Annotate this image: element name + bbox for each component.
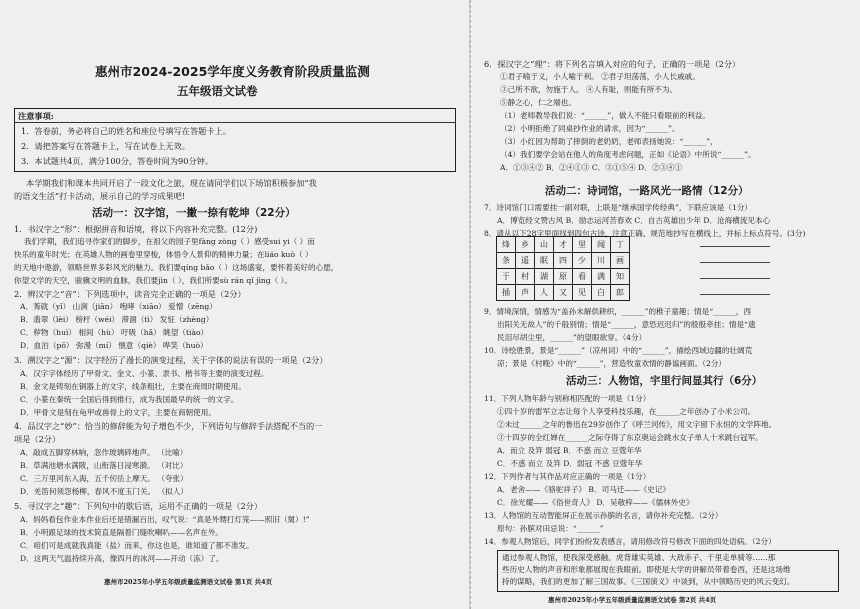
question-line: 10．诗绘胜景，景是“______”（凉州词）中的“______”，描绘西域边疆的壮阔荒: [484, 346, 753, 355]
character-grid: [496, 236, 630, 301]
option-line: C．不惑 而立 及笄 D．弱冠 不惑 豆蔻年华: [497, 459, 643, 468]
question-line: 原句：孙膑对田忌说：“______”: [497, 524, 604, 533]
option-line: D．血泊（pō） 弥漫（mí） 惬意（qiè） 哗笑（huò）: [20, 341, 208, 350]
box-line: 些历史人物的声音和形象都展现在我眼前。即使是大学的讲解员带着卷西，还是这场维: [502, 565, 791, 574]
grid-cell: 湖: [535, 269, 554, 285]
page-footer: 惠州市2025年小学五年级质量监测语文试卷 第1页 共4页: [104, 578, 273, 586]
answer-line: [700, 246, 770, 247]
grid-cell: 郎: [611, 285, 630, 301]
paragraph-box: [497, 550, 839, 592]
option-line: A．老舍——《骆驼祥子》 B．司马迁——《史记》: [497, 485, 670, 494]
grid-cell: 人: [535, 285, 554, 301]
question-line: 2．辨汉字之“音”：下列选项中，读音完全正确的一项是（2分）: [14, 289, 246, 299]
option-line: C．三万里河东入海，五千仞岳上摩天。 （夸张）: [20, 474, 188, 483]
box-line: 通过参观人物馆，使我深受感触。虎背雄实英雄、大敌赤子、千里走单骑等……那: [502, 553, 776, 562]
question-line: 7．诗词馆门口需要挂一副对联，上联是“继承国学传经典”，下联应该是（1分）: [484, 203, 753, 212]
grid-cell: 知: [611, 269, 630, 285]
activity-heading-3: 活动三：人物馆，宇里行间显其行（6分）: [566, 375, 763, 387]
question-line: 13．人物馆的互动智能屏正在展示孙膑的名言，请你补充完整。（2分）: [484, 511, 723, 520]
grid-cell: 满: [592, 269, 611, 285]
option-line: B．草满池塘水满陂，山衔落日浸寒漪。 （对比）: [20, 461, 188, 470]
grid-cell: 闻: [592, 237, 611, 253]
answer-line: [700, 278, 770, 279]
notice-item: 2．请把答案写在答题卡上，写在试卷上无效。: [21, 141, 190, 151]
blank-line: （1）老师教导我们说：“______”，做人不能只看眼前的利益。: [500, 111, 711, 120]
answer-line: [700, 262, 770, 263]
grid-cell: 丁: [611, 237, 630, 253]
question-line: ③十四岁的全红婵在______之际夺得了东京奥运会跳水女子单人十米跳台冠军。: [497, 433, 763, 442]
option-line: A．博览经文赞古风 B．励志运河苦春欢 C．自古英雄出少年 D．沧海横流见本心: [497, 216, 771, 225]
page-footer: 惠州市2025年小学五年级质量监测语文试卷 第2页 共4页: [548, 596, 717, 604]
option-line: B．小明跟足球的技术简直是隔着门缝吹喇叭——名声在外。: [20, 528, 224, 537]
question-line: 6．探汉字之“理”：将下列名言填入对应的句子，正确的一项是（2分）: [484, 59, 741, 69]
grid-cell: 于: [497, 269, 516, 285]
option-line: A．汉字字体经历了甲骨文、金文、小篆、隶书、楷书等主要的演变过程。: [20, 369, 269, 378]
quote-line: ①君子喻于义，小人喻于利。 ②君子坦荡荡，小人长戚戚。: [500, 72, 700, 81]
question-line: 1．书汉字之“形”：根据拼音和语境，将以下内容补充完整。(12分): [14, 224, 258, 234]
blank-line: （4）我们要学会站在他人的角度考虑问题，正如《论语》中所说“______”。: [500, 150, 756, 159]
grid-cell: 少: [573, 253, 592, 269]
grid-cell: 村: [516, 269, 535, 285]
activity-heading-1: 活动一：汉字馆，一撇一捺有乾坤（22分）: [92, 207, 296, 219]
answer-line: [700, 294, 770, 295]
grid-cell: 川: [592, 253, 611, 269]
option-line: B．翡翠（lèi） 榜杆（wéi） 滞涸（tì） 发怔（zhèng）: [20, 315, 214, 324]
grid-cell: 又: [554, 285, 573, 301]
option-line: B．金文是铸刻在铜器上的文字，线条粗壮，主要在商周时期使用。: [20, 382, 246, 391]
question-line: 4．品汉字之“妙”：恰当的修辞能为句子增色不少，下列语句与修辞手法搭配不当的一: [14, 421, 323, 431]
grid-cell: 烽: [497, 237, 516, 253]
notice-item: 1．答卷前，务必将自己的姓名和座位号填写在答题卡上。: [21, 126, 231, 136]
option-line: A．①③④② B．②④①③ C．③①⑤④ D．②③④①: [500, 163, 683, 172]
question-line: 项是（2分）: [14, 434, 61, 444]
question-line: 凉；景是《村晚》中的“______”，营造牧童欢情的静谧画面。（2分）: [497, 359, 727, 368]
question-line: 5．寻汉字之“趣”：下列句中的歇后语，运用不正确的一项是（2分）: [14, 501, 263, 511]
grid-cell: 见: [573, 285, 592, 301]
quote-line: ③己所不欲，勿施于人。 ④人有耻，则能有所不为。: [500, 85, 678, 94]
box-line: 持的谋略，我们的更加了解三国故事。《三国演义》中谈到，从中领略历史的风云变幻。: [502, 577, 795, 586]
blank-line: （3）小红因为帮助了摔倒的老奶奶，老师表扬她说：“______”，: [500, 137, 718, 146]
grid-cell: 遥: [516, 253, 535, 269]
option-line: A．莠就（yǐ） 山涧（jiān） 咆哮（xiāo） 爱憎（zēng）: [20, 302, 217, 311]
exam-subtitle: 五年级语文试卷: [177, 84, 258, 98]
option-line: D．羌笛何须怨杨柳，春风不度玉门关。 （拟人）: [20, 487, 188, 496]
grid-cell: 里: [573, 237, 592, 253]
grid-cell: 才: [554, 237, 573, 253]
question-line: 12．下列作者与其作品对应正确的一项是（1分）: [484, 472, 651, 481]
question-line: 8．请从以下28字里面找到四句古诗，注意正确、规范地抄写在横线上，并标上标点符号。(3分): [484, 229, 806, 238]
grid-cell: 条: [497, 253, 516, 269]
question-line: ①四十岁的雷军立志让每个人享受科技乐趣，在______之年创办了小米公司。: [497, 407, 756, 416]
notice-item: 3．本试题共4页，满分100分，答卷时间为90分钟。: [21, 156, 214, 166]
grid-cell: 画: [611, 253, 630, 269]
question-line: 你望文学的天空，骏骥文明的血脉，我们要jìn（ ），我们所要sù rán qǐ jìng（ ）。: [14, 276, 293, 285]
intro-line: 的语文生活”打卡活动，展示自己的学习成果吧!: [14, 191, 186, 201]
question-line: 的天地中遨游，领略世界多彩风光的魅力。我们要qíng bǎo（ ）这场盛宴，要怀着美好的心愿，: [14, 263, 339, 272]
blank-line: （2）小明拒绝了同桌抄作业的请求，因为“______”。: [500, 124, 680, 133]
question-line: 我们学期，我们追寻作家们的脚步，在祖父的园子里fàng zòng（ ）感受sui yi（ ）而: [24, 237, 315, 246]
question-line: 9．情境深情，情感为“盖孙未解供耕织，______”的稚子童趣；情是“______，西: [484, 307, 752, 316]
activity-heading-2: 活动二：诗词馆，一路风光一路情（12分）: [545, 185, 749, 197]
grid-cell: 眠: [535, 253, 554, 269]
option-line: C．秽物（huì） 相间（hù） 吁吸（hǎ） 眺望（tiào）: [20, 328, 209, 337]
grid-cell: 乡: [516, 237, 535, 253]
question-line: 出阳关无故人”的千般别情；情是“______，意恐迟迟归”的殷殷牵挂；情是“遗: [497, 320, 756, 329]
option-line: A．敲成五脚穿林响，忽作玻璃碎地声。 （比喻）: [20, 448, 188, 457]
grid-cell: 白: [592, 285, 611, 301]
question-line: 14．参观人物馆后，同学们纷纷发表感言，请用修改符号修改下面的四处语病。（2分）: [484, 537, 776, 546]
question-line: 3．溯汉字之“源”：汉字经历了漫长的演变过程，关于字体的说法有误的一项是（2分）: [14, 355, 328, 365]
grid-cell: 声: [516, 285, 535, 301]
quote-line: ⑤静之心，仁之端也。: [500, 98, 576, 107]
exam-title: 惠州市2024-2025学年度义务教育阶段质量监测: [95, 64, 370, 79]
option-line: C．徐光耀——《俗世奇人》 D．吴敬梓——《儒林外史》: [497, 498, 694, 507]
grid-cell: 看: [573, 269, 592, 285]
option-line: D．这两天气温持续升高，像四月的冰河——开动（冻）了。: [20, 554, 224, 563]
question-line: 民泪尽胡尘里，______”的望眼欲穿。（4分）: [497, 333, 647, 342]
grid-cell: 原: [554, 269, 573, 285]
question-line: 11．下列人物年龄与别称相匹配的一项是（1分）: [484, 394, 651, 403]
option-line: C．咱们可是成就我真能（盐）而来，你这也是，谁知道了都不准发。: [20, 541, 254, 550]
option-line: A．妈妈看包作业本作业后还是错漏百出，叹气说：“真是外甥打灯笼——照旧（舅）!”: [20, 515, 310, 524]
intro-line: 本学期我们和课本共同开启了一段文化之旅，现在请同学们以下场馆积极参加“我: [26, 178, 317, 188]
option-line: A．而立 及笄 弱冠 B．不惑 而立 豆蔻年华: [497, 446, 642, 455]
option-line: C．小篆在秦统一全国后得到推行，成为我国最早的统一的文字。: [20, 395, 239, 404]
notice-box: [14, 108, 456, 172]
question-line: ②未过______之年的鲁迅在29岁创作了《呼兰河传》，用文字留下永恒的文学阵地。: [497, 420, 777, 429]
notice-heading: 注意事项:: [18, 111, 54, 121]
option-line: D．甲骨文是刻在龟甲或兽骨上的文字，主要在商朝使用。: [20, 408, 216, 417]
grid-cell: 山: [535, 237, 554, 253]
question-line: 快乐的童年时光；在英雄人物的画卷里穿梭，体悟令人景仰的精神力量；在liáo kuò（ ）: [14, 250, 313, 259]
grid-cell: 插: [497, 285, 516, 301]
grid-cell: 四: [554, 253, 573, 269]
